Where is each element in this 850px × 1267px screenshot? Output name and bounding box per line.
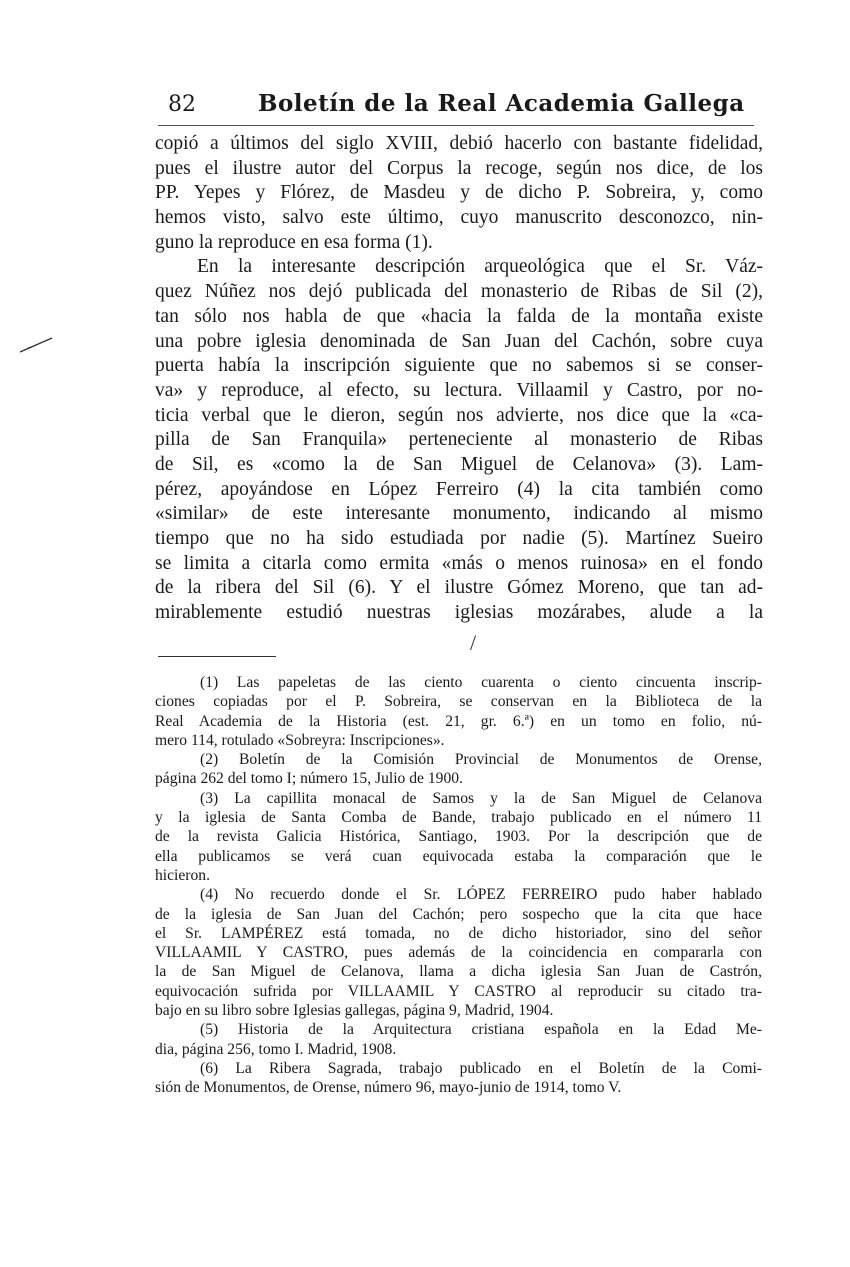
footnote-line: hicieron. <box>155 866 210 884</box>
journal-title: Boletín de la Real Academia Gallega <box>258 90 745 117</box>
footnote-line: de la revista Galicia Histórica, Santiago, 1903. Por la descripción que de <box>155 828 762 846</box>
footnote-line: (2) Boletín de la Comisión Provincial de Monumentos de Orense, <box>200 751 762 769</box>
margin-pencil-mark <box>18 336 54 354</box>
body-line: hemos visto, salvo este último, cuyo manuscrito desconozco, nin- <box>155 207 763 229</box>
footnote-line: dia, página 256, tomo I. Madrid, 1908. <box>155 1040 397 1058</box>
footnote-line: Real Academia de la Historia (est. 21, gr. 6.ª) en un tomo en folio, nú- <box>155 712 762 730</box>
footnote-line: ciones copiadas por el P. Sobreira, se conservan en la Biblioteca de la <box>155 693 762 711</box>
body-line: pilla de San Franquila» perteneciente al monasterio de Ribas <box>155 429 763 451</box>
separator-tick: / <box>470 630 477 655</box>
body-line: va» y reproduce, al efecto, su lectura. Villaamil y Castro, por no- <box>155 379 763 401</box>
header-rule <box>158 125 754 126</box>
body-line: se limita a citarla como ermita «más o menos ruinosa» en el fondo <box>155 552 763 574</box>
footnote-line: ella publicamos se verá cuan equivocada estaba la comparación que le <box>155 847 762 865</box>
body-line: tiempo que no ha sido estudiada por nadie (5). Martínez Sueiro <box>155 528 763 549</box>
footnote-line: equivocación sufrida por VILLAAMIL Y CASTRO al reproducir su citado tra- <box>155 982 762 1000</box>
footnote-line: la de San Miguel de Celanova, llama a dicha iglesia San Juan de Castrón, <box>155 963 762 981</box>
footnote-line: página 262 del tomo I; número 15, Julio de 1900. <box>155 770 463 788</box>
body-line: guno la reproduce en esa forma (1). <box>155 231 433 253</box>
footnote-line: (1) Las papeletas de las ciento cuarenta o ciento cincuenta inscrip- <box>200 674 762 691</box>
body-line: ticia verbal que le dieron, según nos advierte, nos dice que la «ca- <box>155 404 763 426</box>
body-line: puerta había la inscripción siguiente que no sabemos si se conser- <box>155 355 763 377</box>
body-line: «similar» de este interesante monumento, indicando al mismo <box>155 503 763 525</box>
body-line: pérez, apoyándose en López Ferreiro (4) la cita también como <box>155 478 763 500</box>
footnote-separator <box>158 656 276 657</box>
page-number: 82 <box>168 92 196 117</box>
running-header <box>168 90 768 124</box>
footnote-line: de la iglesia de San Juan del Cachón; pero sospecho que la cita que hace <box>155 905 762 923</box>
footnotes <box>155 673 762 1098</box>
body-line: En la interesante descripción arqueológica que el Sr. Váz- <box>197 256 763 278</box>
body-line: tan sólo nos habla de que «hacia la falda de la montaña existe <box>155 305 763 327</box>
body-line: pues el ilustre autor del Corpus la recoge, según nos dice, de los <box>155 157 763 179</box>
footnote-line: (6) La Ribera Sagrada, trabajo publicado en el Boletín de la Comi- <box>200 1059 762 1077</box>
footnote-line: el Sr. LAMPÉREZ está tomada, no de dicho historiador, sino del señor <box>155 924 762 942</box>
footnote-line: (3) La capillita monacal de Samos y la de San Miguel de Celanova <box>200 789 762 807</box>
body-line: quez Núñez nos dejó publicada del monasterio de Ribas de Sil (2), <box>155 281 763 303</box>
body-line: copió a últimos del siglo XVIII, debió hacerlo con bastante fidelidad, <box>155 133 763 154</box>
body-line: de Sil, es «como la de San Miguel de Celanova» (3). Lam- <box>155 453 763 475</box>
footnote-line: (5) Historia de la Arquitectura cristiana española en la Edad Me- <box>200 1021 762 1039</box>
footnote-line: sión de Monumentos, de Orense, número 96, mayo-junio de 1914, tomo V. <box>155 1079 622 1097</box>
footnote-line: VILLAAMIL Y CASTRO, pues además de la coincidencia en compararla con <box>155 944 762 962</box>
footnote-line: y la iglesia de Santa Comba de Bande, trabajo publicado en el número 11 <box>155 809 762 827</box>
footnote-line: bajo en su libro sobre Iglesias gallegas, página 9, Madrid, 1904. <box>155 1002 554 1020</box>
footnote-line: (4) No recuerdo donde el Sr. LÓPEZ FERREIRO pudo haber hablado <box>200 886 762 904</box>
body-line: de la ribera del Sil (6). Y el ilustre Gómez Moreno, que tan ad- <box>155 577 763 599</box>
body-text <box>155 132 763 626</box>
body-line: PP. Yepes y Flórez, de Masdeu y de dicho P. Sobreira, y, como <box>155 182 763 204</box>
body-line: mirablemente estudió nuestras iglesias mozárabes, alude a la <box>155 602 763 624</box>
footnote-line: mero 114, rotulado «Sobreyra: Inscripciones». <box>155 731 445 749</box>
body-line: una pobre iglesia denominada de San Juan del Cachón, sobre cuya <box>155 330 763 352</box>
